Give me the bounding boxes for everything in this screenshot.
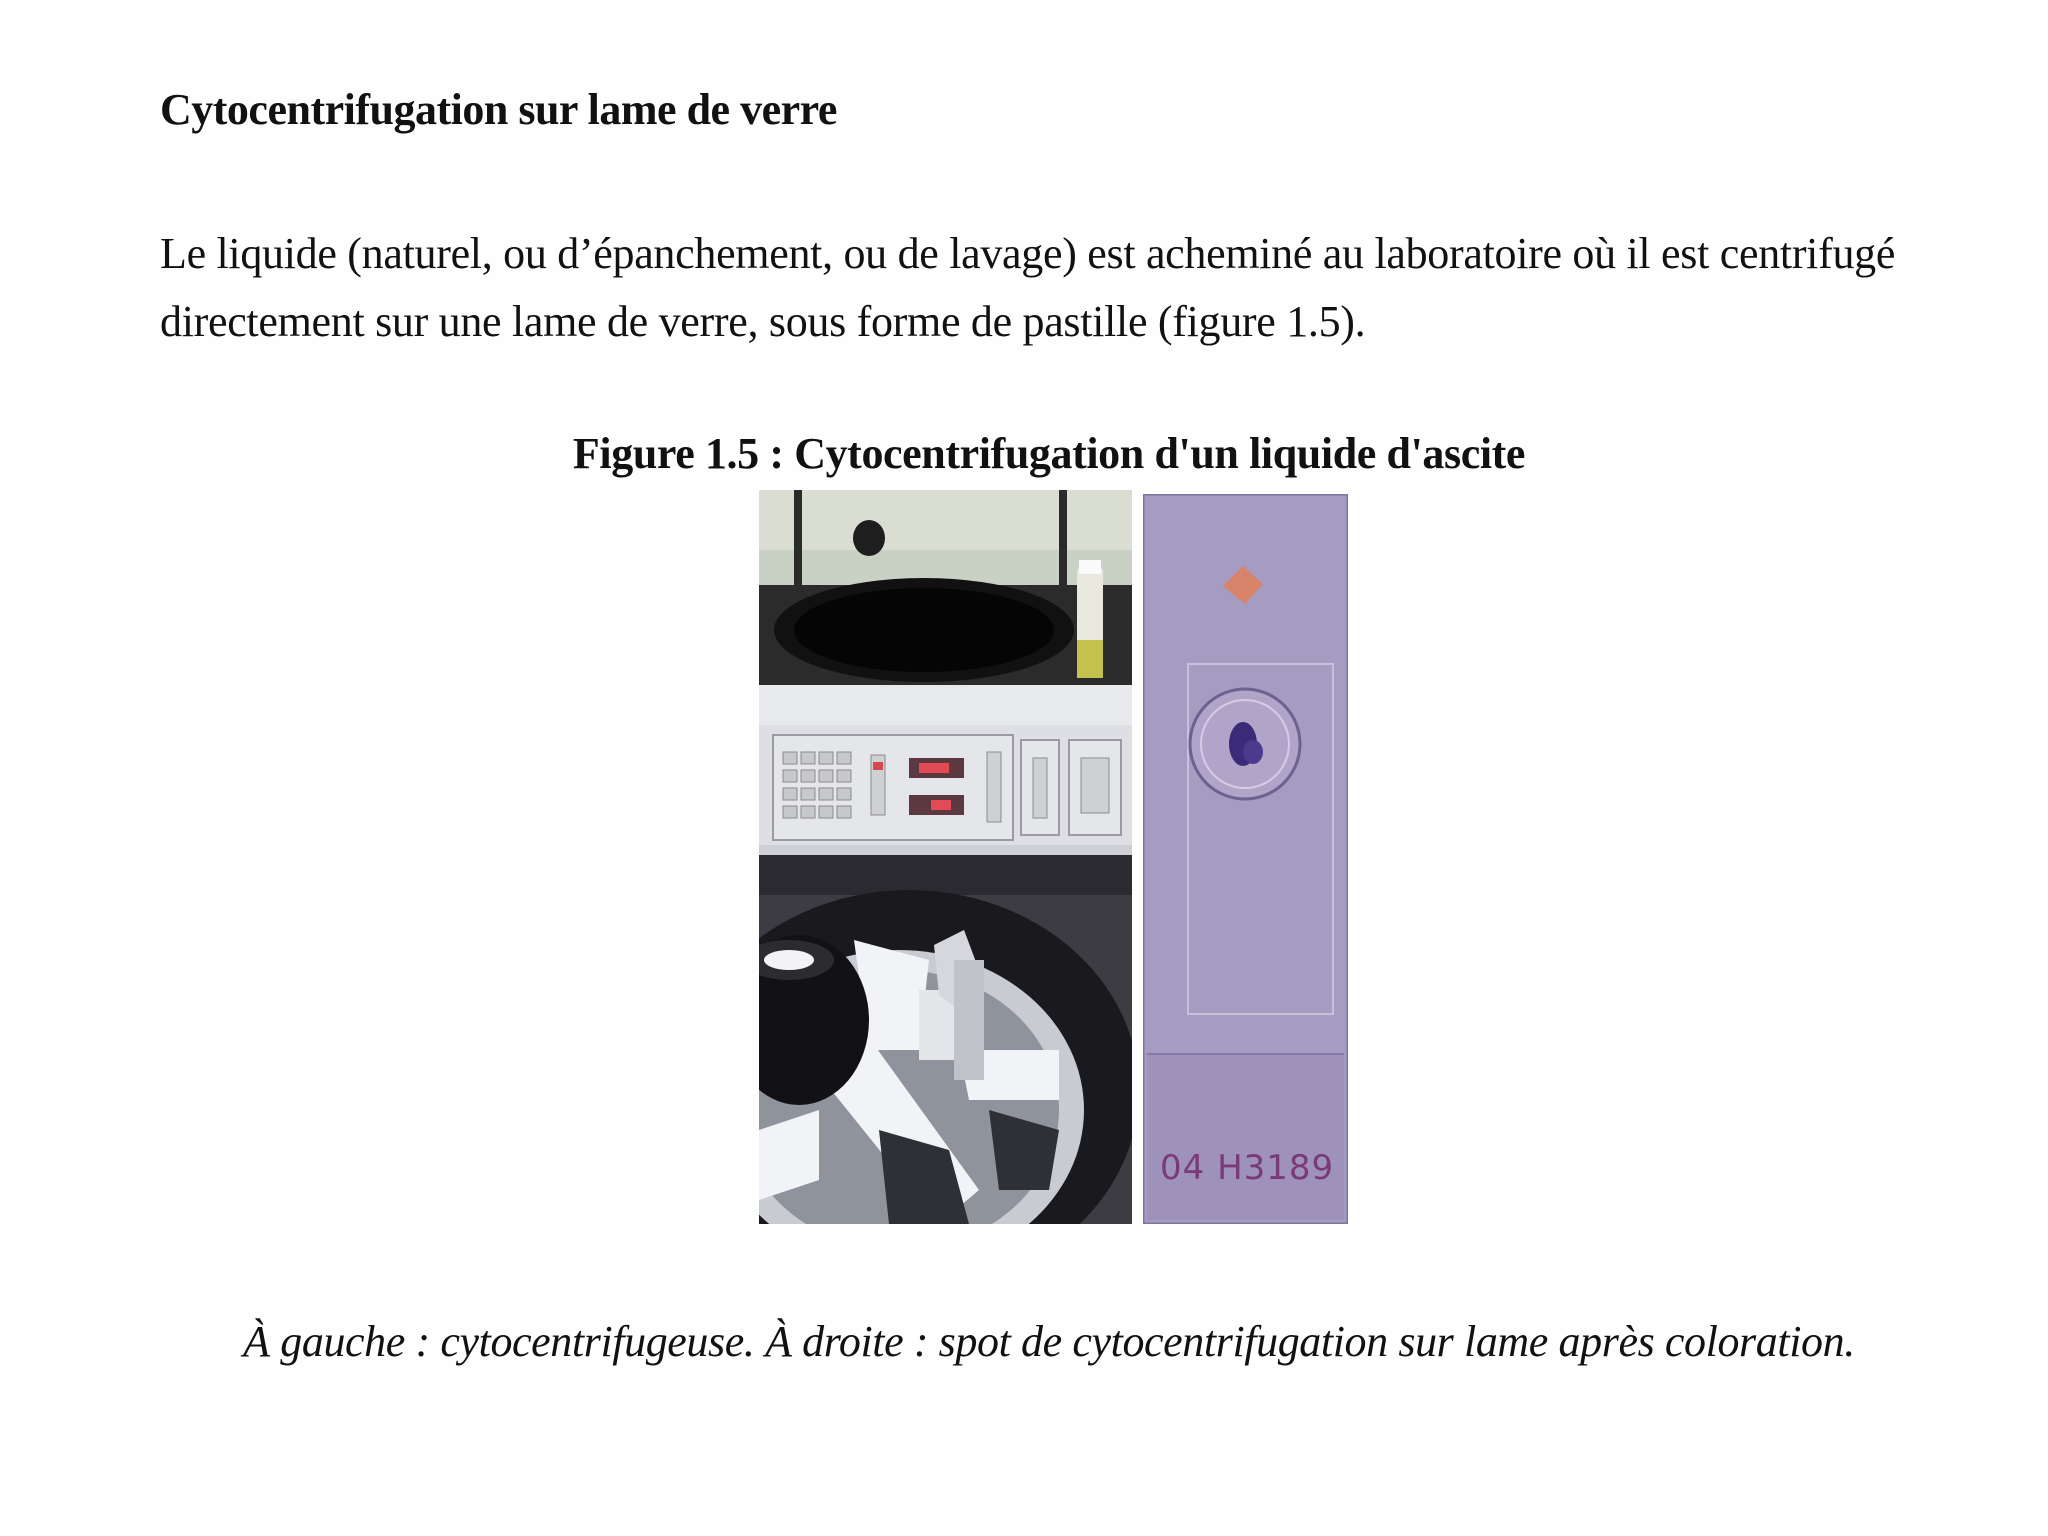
stained-slide-photo [1143,494,1348,1224]
section-heading: Cytocentrifugation sur lame de verre [160,85,837,134]
figure-title: Figure 1.5 : Cytocentrifugation d'un liquide d'ascite [572,429,1526,478]
figure-caption: À gauche : cytocentrifugeuse. À droite : spot de cytocentrifugation sur lame après coloration. [243,1317,1855,1366]
slide-label: 04 H3189 [1160,1148,1335,1188]
paragraph-line-1: Le liquide (naturel, ou d’épanchement, ou de lavage) est acheminé au laboratoire où il est centrifugé [160,229,1896,278]
cytocentrifuge-photo [759,490,1132,1224]
paragraph-line-2: directement sur une lame de verre, sous forme de pastille (figure 1.5). [160,297,1366,346]
body-paragraph [160,220,1920,356]
